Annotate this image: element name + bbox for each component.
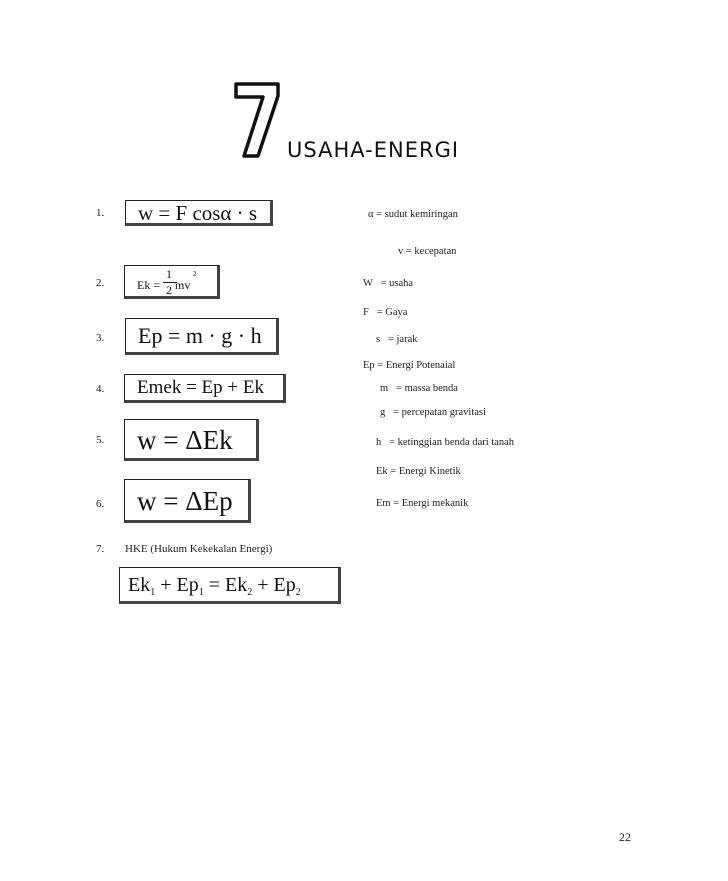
formula-work-potential: w = ΔEp: [124, 479, 251, 523]
legend-item: α = sudut kemiringan: [368, 209, 458, 220]
term: = Ek: [203, 574, 248, 596]
item-number: 6.: [96, 498, 105, 510]
formula-potential-energy: Ep = m · g · h: [125, 318, 279, 355]
legend-item: F = Gaya: [363, 307, 408, 318]
term: + Ep: [155, 574, 199, 596]
item-number: 5.: [96, 434, 105, 446]
hke-label: HKE (Hukum Kekekalan Energi): [125, 543, 273, 555]
formula-kinetic-lhs: Ek =: [137, 278, 161, 292]
formula-work: w = F cosα · s: [125, 200, 273, 226]
legend-item: Ek = Energi Kinetik: [376, 466, 461, 477]
legend-item: W = usaha: [363, 278, 414, 289]
legend-item: Em = Energi mekanik: [376, 498, 469, 509]
subscript: 1: [150, 587, 156, 598]
legend-item: h = ketinggian benda dari tanah: [376, 437, 515, 448]
formula-kinetic-energy: [124, 265, 220, 299]
item-number: 1.: [96, 207, 105, 219]
formula-energy-conservation: [119, 567, 341, 604]
term: + Ep: [252, 574, 296, 596]
legend-item: g = percepatan gravitasi: [380, 407, 486, 418]
term: Ek: [128, 574, 151, 596]
item-number: 4.: [96, 383, 105, 395]
legend-item: s = jarak: [376, 334, 418, 345]
formula-kinetic-exponent: 2: [193, 270, 197, 278]
subscript: 2: [247, 587, 253, 598]
item-number: 2.: [96, 277, 105, 289]
subscript: 1: [198, 587, 204, 598]
formula-kinetic-rhs: mv: [175, 278, 191, 292]
chapter-number-text: 7: [232, 80, 233, 81]
item-number: 7.: [96, 543, 105, 555]
subscript: 2: [295, 587, 301, 598]
formula-kinetic-denominator: 2: [166, 283, 172, 297]
legend-item: m = massa benda: [380, 383, 458, 394]
formula-work-kinetic: w = ΔEk: [124, 419, 259, 461]
legend-item: Ep = Energi Potenaial: [363, 360, 456, 371]
chapter-title: USAHA-ENERGI: [287, 138, 460, 162]
item-number: 3.: [96, 332, 105, 344]
page-number: 22: [619, 830, 631, 844]
chapter-number: [232, 80, 282, 160]
formula-mechanical-energy: Emek = Ep + Ek: [124, 374, 286, 403]
formula-kinetic-numerator: 1: [166, 267, 172, 281]
legend-item: v = kecepatan: [398, 246, 457, 257]
